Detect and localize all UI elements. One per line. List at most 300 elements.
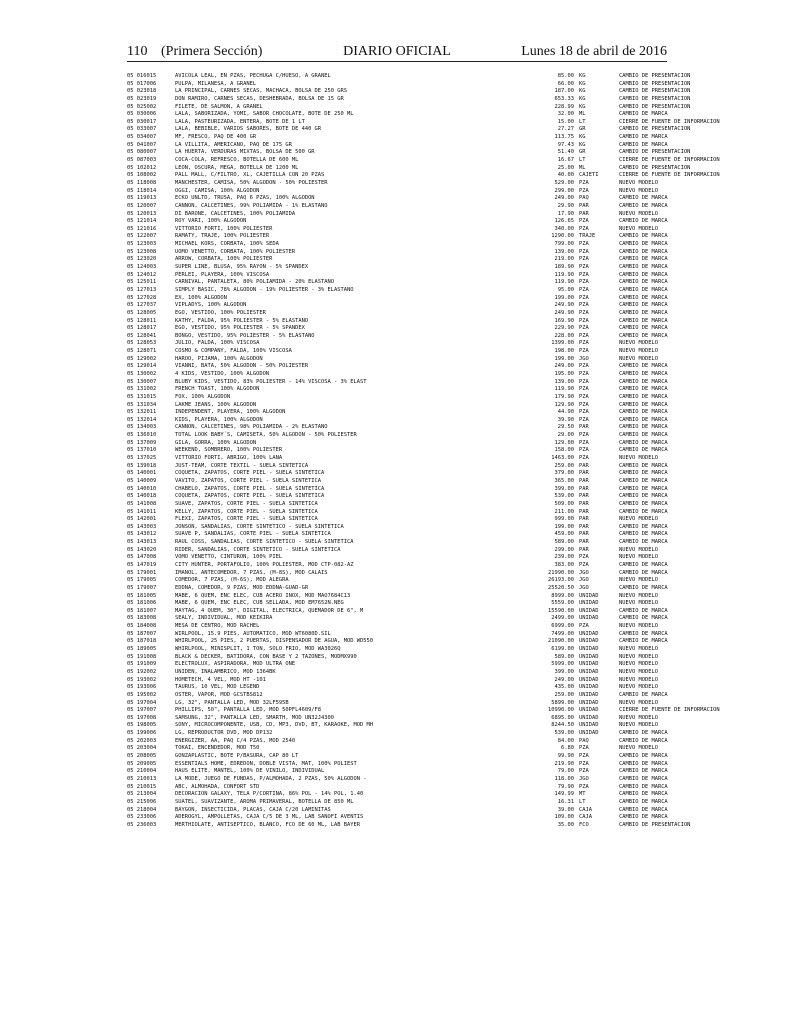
row-note: NUEVO MODELO [619, 546, 658, 553]
row-code: 05 128011 [127, 317, 157, 324]
row-note: CAMBIO DE MARCA [619, 386, 668, 393]
row-note: NUEVO MODELO [619, 676, 658, 683]
row-unit: UNIDAD [579, 714, 599, 721]
table-row [127, 402, 667, 410]
row-unit: PAR [579, 470, 589, 477]
row-note: CAMBIO DE MARCA [619, 691, 668, 698]
row-price: 95.00 [557, 286, 574, 293]
table-row [127, 524, 667, 532]
table-row [127, 600, 667, 608]
row-code: 05 108002 [127, 172, 157, 179]
row-code: 05 197004 [127, 699, 157, 706]
row-unit: PZA [579, 554, 589, 561]
row-unit: PZA [579, 378, 589, 385]
row-note: NUEVO MODELO [619, 668, 658, 675]
page-header [127, 44, 667, 62]
row-price: 99.90 [557, 753, 574, 760]
row-code: 05 118008 [127, 179, 157, 186]
table-row [127, 371, 667, 379]
row-code: 05 140010 [127, 485, 157, 492]
row-description: VOMO VENETTO, CINTURON, 100% PIEL [175, 554, 283, 561]
row-description: EGO, VESTIDO, 95% POLIESTER - 5% SPANDEX [175, 325, 305, 332]
row-code: 05 184008 [127, 623, 157, 630]
row-unit: PZA [579, 302, 589, 309]
row-code: 05 139018 [127, 462, 157, 469]
row-price: 589.00 [554, 653, 574, 660]
row-note: CAMBIO DE MARCA [619, 416, 668, 423]
row-unit: PZA [579, 409, 589, 416]
row-code: 05 130007 [127, 378, 157, 385]
row-price: 399.00 [554, 485, 574, 492]
table-row [127, 784, 667, 792]
row-code: 05 129014 [127, 363, 157, 370]
row-note: NUEVO MODELO [619, 516, 658, 523]
row-description: ABC, ALMOHADA, CONFORT STD [175, 783, 260, 790]
row-price: 259.00 [554, 691, 574, 698]
row-description: LALA, PASTEURIZADA, ENTERA, BOTE DE 1 LT [175, 118, 305, 125]
row-unit: PZA [579, 393, 589, 400]
row-unit: LT [579, 157, 586, 164]
row-code: 05 023019 [127, 95, 157, 102]
table-row [127, 111, 667, 119]
row-unit: CAJA [579, 814, 592, 821]
table-row [127, 700, 667, 708]
row-note: CIERRE DE FUENTE DE INFORMACION [619, 157, 720, 164]
row-description: ROY VARI, 100% ALGODON [175, 218, 247, 225]
row-code: 05 132011 [127, 409, 157, 416]
row-description: LG, REPRODUCTOR DVD, MOD DP132 [175, 730, 273, 737]
table-row [127, 669, 667, 677]
row-description: ARROW, CORBATA, 100% POLIESTER [175, 256, 273, 263]
row-description: 4 KIDS, VESTIDO, 100% ALGODON [175, 370, 270, 377]
table-row [127, 654, 667, 662]
row-code: 05 118014 [127, 187, 157, 194]
row-description: JULIO, FALDA, 100% VISCOSA [175, 340, 260, 347]
table-row [127, 684, 667, 692]
row-unit: PAR [579, 485, 589, 492]
row-note: CAMBIO DE MARCA [619, 562, 668, 568]
row-price: 126.65 [554, 218, 574, 225]
row-price: 158.00 [554, 447, 574, 454]
table-row [127, 211, 667, 219]
table-row [127, 88, 691, 96]
table-row [127, 272, 667, 280]
row-price: 1290.00 [551, 233, 574, 240]
row-code: 05 127037 [127, 302, 157, 309]
row-unit: PZA [579, 179, 589, 186]
row-unit: PZA [579, 317, 589, 324]
row-description: TOKAI, ENCENDEDOR, MOD T50 [175, 745, 260, 752]
row-unit: PZA [579, 279, 589, 286]
row-code: 05 134003 [127, 424, 157, 431]
row-price: 109.00 [554, 814, 574, 821]
row-price: 66.00 [557, 80, 574, 87]
row-description: EX, 100% ALGODON [175, 294, 227, 301]
page-number: 110 [127, 44, 148, 59]
section-label: (Primera Sección) [161, 44, 263, 59]
row-note: NUEVO MODELO [619, 661, 658, 668]
table-row [127, 333, 667, 341]
row-description: FOX, 100% ALGODON [175, 393, 231, 400]
row-code: 05 143013 [127, 539, 157, 546]
row-description: OSTER, VAPOR, MOD GCSTBS812 [175, 691, 263, 698]
row-price: 15.00 [557, 118, 574, 125]
row-unit: PZA [579, 455, 589, 462]
row-code: 05 141008 [127, 500, 157, 507]
row-description: HOMETECH, 4 VEL, MOD HT -101 [175, 676, 266, 683]
row-description: LALA, BEBIBLE, VARIOS SABORES, BOTE DE 440 GR [175, 126, 322, 133]
row-note: CAMBIO DE MARCA [619, 730, 668, 737]
row-note: CAMBIO DE MARCA [619, 271, 668, 278]
row-description: SIMPLY BASIC, 78% ALGODON - 19% POLIESTER - 3% ELASTANO [175, 286, 354, 293]
row-unit: PZA [579, 562, 589, 568]
table-row [127, 501, 667, 509]
row-price: 27.27 [557, 126, 574, 133]
row-unit: JGO [579, 355, 589, 362]
table-row [127, 157, 720, 165]
table-row [127, 692, 667, 700]
table-row [127, 264, 667, 272]
row-note: CAMBIO DE PRESENTACION [619, 73, 691, 79]
table-row [127, 486, 667, 494]
row-note: CAMBIO DE MARCA [619, 218, 668, 225]
row-unit: PZA [579, 432, 589, 439]
row-code: 05 147019 [127, 562, 157, 568]
row-description: DON RAMIRO, CARNES SECAS, DESHEBRADA, BOLSA DE 15 GR [175, 95, 344, 102]
row-note: CAMBIO DE MARCA [619, 768, 668, 775]
row-unit: PZA [579, 271, 589, 278]
row-note: CAMBIO DE MARCA [619, 233, 668, 240]
row-description: GILA, GORRA, 100% ALGODON [175, 439, 257, 446]
row-price: 129.00 [554, 439, 574, 446]
row-unit: UNIDAD [579, 699, 599, 706]
row-price: 6199.00 [551, 646, 574, 653]
row-code: 05 140018 [127, 493, 157, 500]
row-price: 119.90 [554, 279, 574, 286]
row-code: 05 195002 [127, 691, 157, 698]
table-row [127, 302, 667, 310]
row-unit: PZA [579, 340, 589, 347]
row-code: 05 121014 [127, 218, 157, 225]
row-unit: ML [579, 111, 586, 118]
row-price: 459.00 [554, 531, 574, 538]
row-price: 399.00 [554, 668, 574, 675]
row-price: 1399.00 [551, 340, 574, 347]
row-note: CAMBIO DE MARCA [619, 317, 668, 324]
row-note: CAMBIO DE MARCA [619, 462, 668, 469]
row-unit: CAJETI [579, 172, 599, 179]
row-note: NUEVO MODELO [619, 684, 658, 691]
row-description: SONY, MICROCOMPONENTE, USB, CD, MP3, DVD, BT, KARAOKE, MOD MH [175, 722, 373, 729]
table-row [127, 218, 667, 226]
table-row [127, 791, 667, 799]
row-price: 229.90 [554, 325, 574, 332]
row-description: CHABELO, ZAPATOS, CORTE PIEL - SUELA SINTETICA [175, 485, 325, 492]
row-price: 39.00 [557, 806, 574, 813]
row-note: NUEVO MODELO [619, 653, 658, 660]
row-code: 05 191008 [127, 653, 157, 660]
row-description: SUPER LINE, BLUSA, 95% RAYON - 5% SPANDEX [175, 264, 309, 271]
row-note: NUEVO MODELO [619, 187, 658, 194]
row-code: 05 128017 [127, 325, 157, 332]
row-note: CAMBIO DE PRESENTACION [619, 126, 691, 133]
row-price: 6895.00 [551, 714, 574, 721]
row-price: 365.00 [554, 477, 574, 484]
row-unit: PAQ [579, 737, 589, 744]
row-description: HAUS ELITE, MANTEL, 100% DE VINILO, INDIVIDUAL [175, 768, 325, 775]
row-note: CAMBIO DE MARCA [619, 584, 668, 591]
row-price: 169.90 [554, 317, 574, 324]
row-code: 05 136010 [127, 432, 157, 439]
row-unit: PZA [579, 753, 589, 760]
row-price: 5559.00 [551, 600, 574, 607]
table-row [127, 203, 667, 211]
row-price: 139.00 [554, 378, 574, 385]
row-description: LAKME JEANS, 100% ALGODON [175, 401, 257, 408]
table-row [127, 279, 667, 287]
table-row [127, 661, 667, 669]
row-unit: UNIDAD [579, 638, 599, 645]
row-note: CAMBIO DE MARCA [619, 798, 668, 805]
row-note: CAMBIO DE MARCA [619, 286, 668, 293]
row-code: 05 143020 [127, 546, 157, 553]
table-row [127, 340, 667, 348]
row-price: 139.00 [554, 248, 574, 255]
row-note: CAMBIO DE MARCA [619, 615, 668, 622]
row-code: 05 191009 [127, 661, 157, 668]
table-row [127, 554, 667, 562]
table-row [127, 134, 667, 142]
table-row [127, 768, 667, 776]
row-price: 340.00 [554, 225, 574, 232]
row-price: 6.80 [561, 745, 574, 752]
row-note: CAMBIO DE MARCA [619, 753, 668, 760]
row-note: NUEVO MODELO [619, 646, 658, 653]
table-row [127, 493, 667, 501]
row-code: 05 140009 [127, 477, 157, 484]
row-code: 05 033007 [127, 126, 157, 133]
row-code: 05 130002 [127, 370, 157, 377]
row-note: CAMBIO DE PRESENTACION [619, 164, 691, 171]
row-description: BLUBY KIDS, VESTIDO, 83% POLIESTER - 14% VISCOSA - 3% ELAST [175, 378, 367, 385]
row-unit: KG [579, 134, 586, 141]
row-description: MERTHIOLATE, ANTISEPTICO, BLANCO, FCO DE 60 ML, LAB BAYER [175, 821, 360, 828]
row-note: CAMBIO DE MARCA [619, 569, 668, 576]
row-price: 199.00 [554, 523, 574, 530]
row-description: BONGO, VESTIDO, 95% POLIESTER - 5% ELASTANO [175, 332, 315, 339]
row-note: CAMBIO DE MARCA [619, 493, 668, 500]
row-price: 1463.00 [551, 455, 574, 462]
row-price: 26193.00 [548, 577, 574, 584]
table-row [127, 547, 667, 555]
row-unit: PZA [579, 218, 589, 225]
row-price: 999.00 [554, 516, 574, 523]
row-unit: PAR [579, 516, 589, 523]
row-unit: UNIDAD [579, 615, 599, 622]
row-unit: PAR [579, 424, 589, 431]
row-unit: UNIDAD [579, 646, 599, 653]
row-unit: KG [579, 103, 586, 110]
row-description: PULPA, MILANESA, A GRANEL [175, 80, 257, 87]
table-row [127, 722, 667, 730]
row-price: 219.00 [554, 256, 574, 263]
row-price: 39.90 [557, 416, 574, 423]
row-price: 85.00 [557, 73, 574, 79]
row-price: 187.00 [554, 88, 574, 95]
table-row [127, 470, 667, 478]
table-row [127, 799, 667, 807]
row-note: NUEVO MODELO [619, 348, 658, 355]
row-note: NUEVO MODELO [619, 600, 658, 607]
row-code: 05 233006 [127, 814, 157, 821]
row-code: 05 218004 [127, 806, 157, 813]
row-note: CAMBIO DE PRESENTACION [619, 80, 691, 87]
row-code: 05 102012 [127, 164, 157, 171]
row-unit: UNIDAD [579, 707, 599, 714]
table-row [127, 455, 667, 463]
row-description: MANCHESTER, CAMISA, 50% ALGODON - 50% POLIESTER [175, 179, 328, 186]
row-code: 05 198005 [127, 722, 157, 729]
row-description: LA PRINCIPAL, CARNES SECAS, MACHACA, BOLSA DE 250 GRS [175, 88, 348, 95]
row-note: NUEVO MODELO [619, 179, 658, 186]
table-row [127, 776, 667, 784]
row-note: NUEVO MODELO [619, 699, 658, 706]
row-note: NUEVO MODELO [619, 623, 658, 630]
row-code: 05 123020 [127, 256, 157, 263]
row-price: 118.00 [554, 775, 574, 782]
row-unit: LT [579, 798, 586, 805]
row-code: 05 121016 [127, 225, 157, 232]
row-description: LA VILLITA, AMERICANO, PAQ DE 175 GR [175, 141, 292, 148]
table-row [127, 356, 667, 364]
table-row [127, 463, 667, 471]
row-description: VIANNI, BATA, 50% ALGODON - 50% POLIESTER [175, 363, 309, 370]
row-price: 8999.00 [551, 592, 574, 599]
row-price: 5899.00 [551, 699, 574, 706]
row-price: 84.00 [557, 737, 574, 744]
row-description: TAURUS, 10 VEL, MOD LEGEND [175, 684, 260, 691]
row-price: 113.75 [554, 134, 574, 141]
row-price: 29.90 [557, 202, 574, 209]
row-note: NUEVO MODELO [619, 225, 658, 232]
publication-date: Lunes 18 de abril de 2016 [521, 44, 667, 59]
row-price: 17.90 [557, 210, 574, 217]
table-row [127, 417, 667, 425]
row-unit: KG [579, 88, 586, 95]
row-note: CAMBIO DE PRESENTACION [619, 821, 691, 828]
row-note: CAMBIO DE MARCA [619, 256, 668, 263]
row-unit: PZA [579, 256, 589, 263]
table-row [127, 807, 667, 815]
row-description: UNIDEN, INALAMBRICO, MOD 1364BK [175, 668, 276, 675]
row-price: 199.00 [554, 294, 574, 301]
row-code: 05 209005 [127, 760, 157, 767]
row-unit: PZA [579, 225, 589, 232]
row-unit: FCO [579, 821, 589, 828]
row-unit: PZA [579, 348, 589, 355]
row-unit: UNIDAD [579, 653, 599, 660]
row-description: AVICOLA LEAL, EN PZAS, PECHUGA C/HUESO, A GRANEL [175, 73, 331, 79]
row-code: 05 210015 [127, 783, 157, 790]
row-description: ELECTROLUX, ASPIRADORA, MOD ULTRA ONE [175, 661, 296, 668]
table-row [127, 394, 667, 402]
row-note: NUEVO MODELO [619, 210, 658, 217]
row-description: WEEKEND, SOMBRERO, 100% POLIESTER [175, 447, 283, 454]
table-row [127, 531, 667, 539]
row-description: RIDER, SANDALIAS, CORTE SINTETICO - SUELA SINTETICA [175, 546, 341, 553]
row-note: CAMBIO DE MARCA [619, 500, 668, 507]
row-note: CAMBIO DE PRESENTACION [619, 88, 691, 95]
row-note: CAMBIO DE MARCA [619, 302, 668, 309]
row-code: 05 197008 [127, 714, 157, 721]
row-price: 249.00 [554, 195, 574, 202]
row-price: 16.67 [557, 157, 574, 164]
row-note: CAMBIO DE MARCA [619, 775, 668, 782]
row-note: CAMBIO DE MARCA [619, 737, 668, 744]
row-note: CIERRE DE FUENTE DE INFORMACION [619, 118, 720, 125]
row-note: CAMBIO DE MARCA [619, 393, 668, 400]
row-price: 199.00 [554, 355, 574, 362]
row-note: CAMBIO DE MARCA [619, 638, 668, 645]
row-price: 435.00 [554, 684, 574, 691]
row-description: PHILLIPS, 50", PANTALLA LED, MOD 50PFL4609/F8 [175, 707, 322, 714]
row-code: 05 128041 [127, 332, 157, 339]
row-note: NUEVO MODELO [619, 355, 658, 362]
row-description: RAUL COSS, SANDALIAS, CORTE SINTETICO - SUELA SINTETICA [175, 539, 354, 546]
row-description: KIDS, PLAYERA, 100% ALGODON [175, 416, 263, 423]
row-unit: PZA [579, 363, 589, 370]
row-note: CIERRE DE FUENTE DE INFORMACION [619, 172, 720, 179]
row-unit: JGO [579, 584, 589, 591]
table-row [127, 180, 667, 188]
row-price: 589.00 [554, 539, 574, 546]
row-description: BLACK & DECKER, BATIDORA, CON BASE Y 2 TAZONES, MODMX990 [175, 653, 357, 660]
table-row [127, 256, 667, 264]
row-unit: PAR [579, 546, 589, 553]
row-unit: PAR [579, 531, 589, 538]
row-code: 05 023018 [127, 88, 157, 95]
row-code: 05 187018 [127, 638, 157, 645]
table-row [127, 730, 667, 738]
row-unit: PZA [579, 286, 589, 293]
row-price: 51.40 [557, 149, 574, 156]
row-code: 05 181006 [127, 600, 157, 607]
row-description: LA MODE, JUEGO DE FUNDAS, P/ALMOHADA, 2 PZAS, 50% ALGODON - [175, 775, 367, 782]
row-price: 379.00 [554, 470, 574, 477]
row-code: 05 128053 [127, 340, 157, 347]
table-row [127, 570, 667, 578]
row-price: 211.00 [554, 508, 574, 515]
row-description: CITY HUNTER, PORTAFOLIO, 100% POLIESTER, MOD CTP-082-AZ [175, 562, 354, 568]
row-unit: UNIDAD [579, 600, 599, 607]
row-code: 05 123008 [127, 248, 157, 255]
row-note: CAMBIO DE MARCA [619, 447, 668, 454]
row-description: WHIRLPOOL, 25 PIES, 2 PUERTAS, DISPENSADOR DE AGUA, MOD WD550 [175, 638, 373, 645]
table-row [127, 164, 691, 173]
row-code: 05 132014 [127, 416, 157, 423]
row-code: 05 030017 [127, 118, 157, 125]
row-description: RAMATY, TRAJE, 100% POLIESTER [175, 233, 270, 240]
row-unit: PZA [579, 264, 589, 271]
row-description: LA HUERTA, VERDURAS MIXTAS, BOLSA DE 500 GR [175, 149, 315, 156]
row-note: CAMBIO DE MARCA [619, 401, 668, 408]
row-price: 249.90 [554, 309, 574, 316]
row-code: 05 187007 [127, 630, 157, 637]
row-description: JUST-TEAM, CORTE TEXTIL - SUELA SINTETICA [175, 462, 309, 469]
row-description: COCA-COLA, REFRESCO, BOTELLA DE 600 ML [175, 157, 299, 164]
row-note: CAMBIO DE PRESENTACION [619, 103, 691, 110]
row-unit: TRAJE [579, 233, 596, 240]
